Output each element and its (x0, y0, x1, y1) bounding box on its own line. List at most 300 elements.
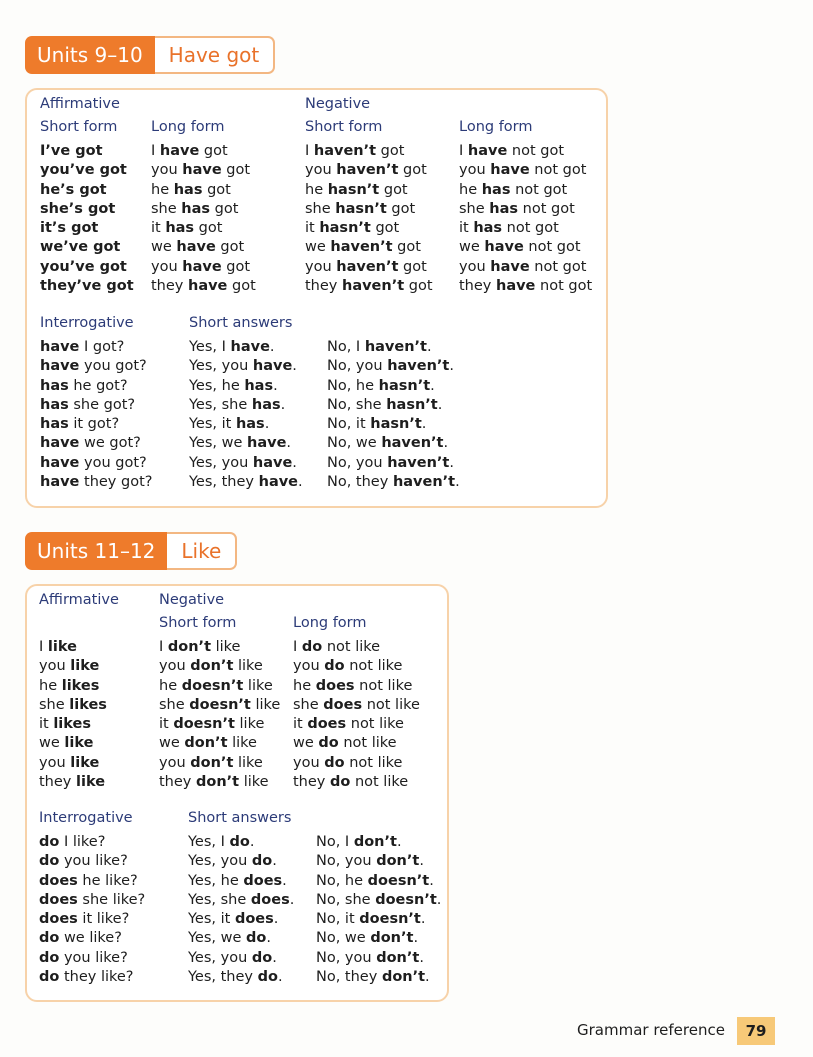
verb-form: has (473, 220, 503, 237)
verb-form: have (490, 258, 530, 275)
conjugation-row (189, 434, 303, 453)
word: . (449, 358, 454, 375)
conjugation-row (316, 949, 441, 968)
conjugation-row (305, 277, 433, 296)
conjugation-row (159, 677, 280, 696)
section-header-have-got (25, 36, 275, 74)
verb-form: they’ve got (40, 278, 134, 295)
no-answers-column (327, 338, 460, 492)
word: got (210, 200, 239, 217)
conjugation-row (327, 357, 460, 376)
verb-form: does (307, 716, 347, 733)
verb-form: hasn’t (319, 220, 371, 237)
word: . (430, 377, 435, 394)
conjugation-row (159, 715, 280, 734)
word: Yes, they (189, 474, 259, 491)
conjugation-row (316, 968, 441, 987)
verb-form: do (324, 754, 345, 771)
verb-form: haven’t (364, 339, 427, 355)
conjugation-row (159, 657, 280, 676)
verb-form: has (40, 396, 69, 413)
heading-neg-short-form: Short form (305, 119, 383, 135)
verb-form: have (40, 358, 80, 375)
conjugation-row (40, 277, 134, 296)
verb-form: have (496, 278, 536, 295)
verb-form: do (246, 930, 267, 947)
word: it (159, 716, 174, 733)
aff-short-column (40, 142, 134, 296)
verb-form: likes (61, 677, 100, 694)
conjugation-row (327, 415, 460, 434)
verb-form: do (39, 949, 60, 966)
heading-neg-long-form: Long form (459, 119, 533, 135)
conjugation-row (40, 454, 152, 473)
verb-form: has (235, 416, 265, 433)
verb-form: you’ve got (40, 162, 127, 179)
conjugation-row (327, 377, 460, 396)
word: got (386, 200, 416, 217)
verb-form: does (250, 891, 290, 908)
heading-negative: Negative (159, 592, 225, 608)
word: you (293, 754, 325, 771)
conjugation-row (40, 142, 134, 161)
verb-form: likes (53, 716, 91, 733)
verb-form: do (330, 774, 351, 791)
word: not like (344, 754, 403, 771)
word: Yes, it (188, 911, 235, 928)
word: No, we (327, 435, 382, 452)
word: they (305, 278, 342, 295)
conjugation-row (151, 219, 256, 238)
verb-form: have (159, 143, 200, 159)
conjugation-row (39, 949, 145, 968)
word: she (159, 696, 190, 713)
topic-label: Have got (155, 36, 276, 74)
conjugation-row (151, 161, 256, 180)
word: like (234, 716, 265, 733)
verb-form: haven’t (381, 435, 444, 452)
word: like (239, 774, 269, 791)
verb-form: hasn’t (370, 416, 422, 433)
conjugation-row (39, 677, 107, 696)
word: got (376, 143, 405, 159)
conjugation-row (305, 161, 433, 180)
conjugation-row (316, 910, 441, 929)
word: not like (346, 716, 404, 733)
heading-affirmative: Affirmative (39, 592, 119, 608)
conjugation-row (305, 258, 433, 277)
conjugation-row (39, 734, 107, 753)
conjugation-row (316, 929, 441, 948)
word: got (392, 239, 421, 256)
conjugation-row (151, 142, 256, 161)
verb-form: does (39, 872, 78, 889)
heading-short-answers: Short answers (188, 810, 292, 826)
verb-form: don’t (167, 639, 211, 655)
verb-form: she’s got (40, 200, 116, 217)
word: No, you (316, 853, 377, 870)
word: she like? (77, 891, 146, 908)
heading-interrogative: Interrogative (39, 810, 133, 826)
conjugation-row (316, 891, 441, 910)
word: . (282, 872, 287, 889)
verb-form: like (70, 658, 100, 675)
conjugation-row (293, 696, 420, 715)
conjugation-row (40, 434, 152, 453)
word: he (39, 677, 62, 694)
conjugation-row (327, 396, 460, 415)
word: not like (344, 658, 403, 675)
word: . (443, 435, 449, 452)
verb-form: hasn’t (378, 377, 431, 394)
conjugation-row (293, 773, 420, 792)
word: . (425, 969, 430, 986)
heading-aff-long-form: Long form (151, 119, 225, 135)
conjugation-row (189, 377, 303, 396)
word: we got? (79, 435, 141, 452)
word: Yes, we (188, 930, 247, 947)
verb-form: does (39, 911, 78, 928)
verb-form: do (39, 853, 60, 870)
conjugation-row (327, 338, 460, 357)
conjugation-row (151, 238, 256, 257)
word: it (293, 716, 308, 733)
conjugation-row (40, 181, 134, 200)
conjugation-row (188, 872, 294, 891)
word: No, you (327, 454, 388, 471)
conjugation-row (40, 357, 152, 376)
conjugation-row (459, 200, 592, 219)
verb-form: do (39, 834, 60, 850)
word: No, he (327, 377, 379, 394)
grammar-reference-label: Grammar reference (577, 1021, 725, 1039)
word: Yes, he (189, 377, 245, 394)
verb-form: has (244, 377, 274, 394)
conjugation-row (40, 200, 134, 219)
conjugation-row (293, 657, 420, 676)
word: No, I (316, 834, 354, 850)
conjugation-row (459, 238, 592, 257)
neg-long-column (293, 638, 420, 792)
conjugation-row (159, 734, 280, 753)
topic-label: Like (167, 532, 237, 570)
conjugation-row (459, 258, 592, 277)
conjugation-row (188, 852, 294, 871)
word: . (289, 891, 295, 908)
conjugation-row (39, 754, 107, 773)
word: Yes, you (189, 358, 253, 375)
word: I got? (79, 339, 125, 355)
word: like (211, 639, 241, 655)
conjugation-row (305, 238, 433, 257)
word: . (429, 872, 434, 889)
word: Yes, he (188, 872, 244, 889)
verb-form: doesn’t (181, 677, 244, 694)
conjugation-row (40, 338, 152, 357)
verb-form: have (484, 239, 524, 256)
verb-form: do (251, 949, 273, 966)
word: Yes, you (189, 454, 253, 471)
word: she (39, 696, 70, 713)
word: . (266, 930, 271, 947)
word: No, she (327, 396, 387, 413)
word: you (39, 658, 71, 675)
verb-form: have (40, 435, 80, 452)
word: . (272, 853, 277, 870)
conjugation-row (459, 181, 592, 200)
verb-form: don’t (353, 834, 397, 850)
units-label: Units 9–10 (25, 36, 155, 74)
word: . (449, 454, 454, 471)
word: . (420, 911, 426, 928)
word: No, we (316, 930, 371, 947)
word: . (269, 339, 275, 355)
conjugation-row (40, 161, 134, 180)
verb-form: has (181, 200, 211, 217)
conjugation-row (39, 833, 145, 852)
word: it like? (77, 911, 130, 928)
word: No, he (316, 872, 368, 889)
word: you (305, 258, 337, 275)
word: it (151, 220, 166, 237)
verb-form: haven’t (313, 143, 377, 159)
conjugation-row (316, 872, 441, 891)
word: . (273, 377, 278, 394)
word: not like (322, 639, 381, 655)
word: . (426, 339, 432, 355)
word: you (151, 258, 183, 275)
verb-form: do (324, 658, 345, 675)
verb-form: have (467, 143, 508, 159)
word: you like? (59, 949, 128, 966)
word: . (437, 396, 443, 413)
conjugation-row (188, 833, 294, 852)
conjugation-row (293, 734, 420, 753)
word: Yes, I (188, 834, 230, 850)
verb-form: don’t (370, 930, 414, 947)
verb-form: do (39, 969, 60, 986)
conjugation-row (316, 852, 441, 871)
word: got (202, 181, 231, 198)
conjugation-row (189, 396, 303, 415)
word: . (249, 834, 255, 850)
word: No, it (327, 416, 371, 433)
word: No, they (327, 474, 393, 491)
conjugation-row (316, 833, 441, 852)
conjugation-row (189, 357, 303, 376)
word: she (459, 200, 490, 217)
conjugation-row (293, 677, 420, 696)
verb-form: haven’t (387, 358, 450, 375)
word: Yes, it (189, 416, 236, 433)
conjugation-row (327, 473, 460, 492)
heading-neg-short-form: Short form (159, 615, 237, 631)
word: Yes, you (188, 949, 252, 966)
word: he (293, 677, 316, 694)
word: got (194, 220, 223, 237)
conjugation-row (327, 434, 460, 453)
word: got (398, 258, 427, 275)
word: we (293, 735, 319, 752)
word: No, you (316, 949, 377, 966)
verb-form: hasn’t (386, 396, 438, 413)
verb-form: have (252, 454, 293, 471)
no-answers-column (316, 833, 441, 987)
verb-form: haven’t (342, 278, 405, 295)
conjugation-row (40, 238, 134, 257)
verb-form: I’ve got (40, 143, 103, 159)
word: I (159, 639, 168, 655)
verb-form: haven’t (336, 258, 399, 275)
heading-aff-short-form: Short form (40, 119, 118, 135)
conjugation-row (188, 891, 294, 910)
word: . (419, 853, 424, 870)
page-number: 79 (737, 1017, 775, 1045)
conjugation-row (327, 454, 460, 473)
verb-form: have (182, 258, 222, 275)
yes-answers-column (189, 338, 303, 492)
word: No, she (316, 891, 376, 908)
verb-form: he’s got (40, 181, 107, 198)
verb-form: have (230, 339, 270, 355)
conjugation-row (39, 696, 107, 715)
word: No, you (327, 358, 388, 375)
interrogative-column (40, 338, 152, 492)
word: . (455, 474, 460, 491)
verb-form: do (251, 853, 273, 870)
conjugation-row (188, 910, 294, 929)
verb-form: like (76, 774, 106, 791)
conjugation-row (40, 377, 152, 396)
conjugation-row (39, 910, 145, 929)
word: she (305, 200, 336, 217)
verb-form: doesn’t (359, 911, 421, 928)
conjugation-row (40, 396, 152, 415)
word: she (151, 200, 182, 217)
word: you (159, 658, 191, 675)
word: . (298, 474, 303, 491)
verb-form: has (481, 181, 511, 198)
conjugation-row (459, 219, 592, 238)
conjugation-row (151, 200, 256, 219)
conjugation-row (151, 181, 256, 200)
verb-form: do (257, 969, 278, 986)
word: got (379, 181, 408, 198)
conjugation-row (188, 929, 294, 948)
conjugation-row (188, 949, 294, 968)
conjugation-row (459, 161, 592, 180)
word: Yes, she (189, 396, 252, 413)
word: they (459, 278, 496, 295)
word: you (459, 162, 491, 179)
word: not got (502, 220, 559, 237)
word: we like? (59, 930, 122, 947)
word: like (227, 735, 257, 752)
word: Yes, you (188, 853, 252, 870)
word: not like (350, 774, 409, 791)
verb-form: have (258, 474, 299, 491)
word: not got (507, 143, 565, 159)
verb-form: doesn’t (375, 891, 437, 908)
heading-negative: Negative (305, 96, 371, 112)
word: . (396, 834, 402, 850)
word: got (370, 220, 400, 237)
verb-form: haven’t (330, 239, 393, 256)
verb-form: have (182, 162, 222, 179)
word: you like? (59, 853, 128, 870)
conjugation-row (159, 638, 280, 657)
word: you (159, 754, 191, 771)
word: you (151, 162, 183, 179)
neg-long-column (459, 142, 592, 296)
conjugation-row (305, 142, 433, 161)
word: they got? (79, 474, 153, 491)
word: I like? (59, 834, 106, 850)
word: not like (338, 735, 397, 752)
heading-short-answers: Short answers (189, 315, 293, 331)
verb-form: has (173, 181, 203, 198)
word: got (199, 143, 228, 159)
word: . (413, 930, 419, 947)
conjugation-row (293, 715, 420, 734)
verb-form: haven’t (336, 162, 399, 179)
section-header-like (25, 532, 237, 570)
heading-interrogative: Interrogative (40, 315, 134, 331)
word: got (398, 162, 427, 179)
word: I (293, 639, 302, 655)
word: Yes, I (189, 339, 231, 355)
affirmative-column (39, 638, 107, 792)
interrogative-column (39, 833, 145, 987)
verb-form: have (490, 162, 530, 179)
verb-form: have (176, 239, 216, 256)
word: he (305, 181, 328, 198)
word: you (293, 658, 325, 675)
verb-form: we’ve got (40, 239, 121, 256)
yes-answers-column (188, 833, 294, 987)
conjugation-row (188, 968, 294, 987)
word: like (233, 754, 263, 771)
verb-form: don’t (190, 658, 234, 675)
word: they (151, 278, 188, 295)
conjugation-row (189, 454, 303, 473)
word: I (39, 639, 48, 655)
word: . (286, 435, 292, 452)
conjugation-row (40, 258, 134, 277)
verb-form: do (229, 834, 250, 850)
conjugation-row (39, 657, 107, 676)
word: they (159, 774, 196, 791)
conjugation-row (39, 773, 107, 792)
conjugation-row (39, 638, 107, 657)
conjugation-row (293, 638, 420, 657)
verb-form: do (318, 735, 339, 752)
conjugation-row (39, 968, 145, 987)
word: it (305, 220, 320, 237)
conjugation-row (459, 142, 592, 161)
conjugation-row (40, 473, 152, 492)
verb-form: doesn’t (189, 696, 251, 713)
word: got (227, 278, 256, 295)
word: . (277, 969, 283, 986)
word: I (459, 143, 468, 159)
word: I (151, 143, 160, 159)
verb-form: does (39, 891, 78, 908)
conjugation-row (151, 258, 256, 277)
word: got (221, 162, 251, 179)
conjugation-row (305, 219, 433, 238)
units-label: Units 11–12 (25, 532, 167, 570)
